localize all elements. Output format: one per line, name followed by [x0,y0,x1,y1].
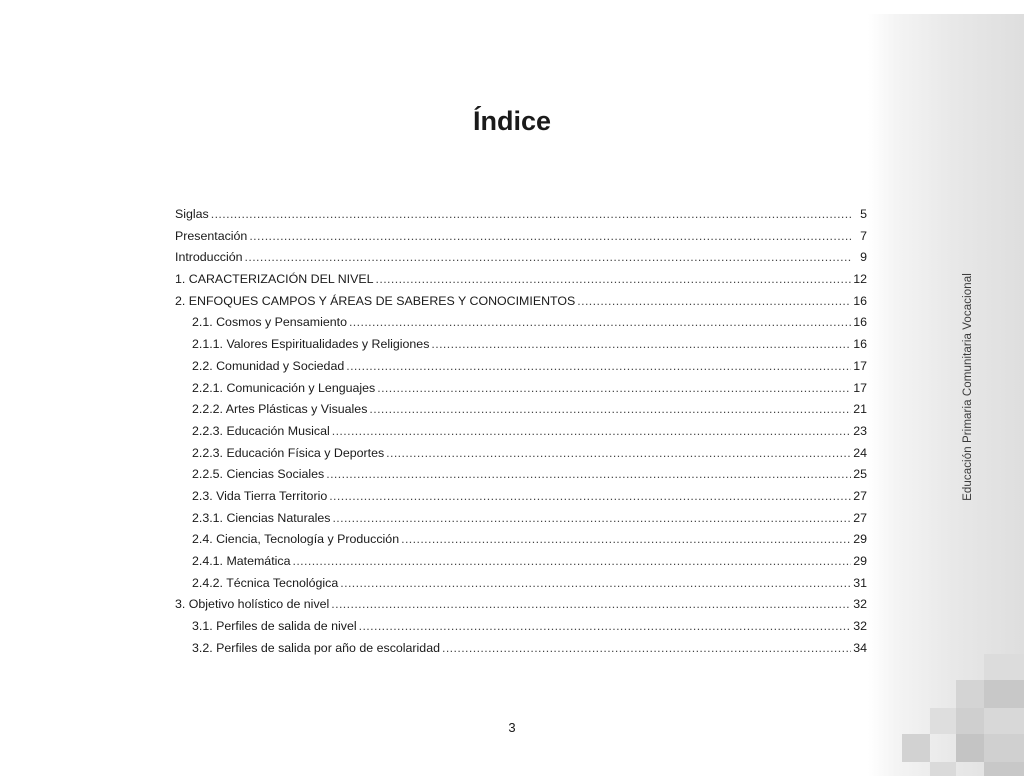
toc-entry[interactable] [175,291,867,313]
toc-entry-label: 2.2.5. Ciencias Sociales [192,467,325,482]
toc-dot-leader [442,638,851,660]
toc-entry[interactable] [175,356,867,378]
table-of-contents [175,204,867,659]
toc-entry-page-number: 29 [853,532,867,547]
toc-entry-page-number: 23 [853,423,867,438]
toc-entry[interactable] [175,247,867,269]
toc-entry-label: 2.1. Cosmos y Pensamiento [192,315,347,330]
toc-entry-label: Introducción [175,250,243,265]
toc-dot-leader [376,269,851,291]
decorative-square [984,654,1024,680]
toc-entry-page-number: 16 [853,337,867,352]
toc-entry[interactable] [175,421,867,443]
toc-dot-leader [331,594,851,616]
toc-entry-page-number: 5 [860,207,867,221]
toc-entry-label: Presentación [175,228,248,243]
decorative-square [956,734,984,762]
toc-entry-label: 2. ENFOQUES CAMPOS Y ÁREAS DE SABERES Y CONOCIMIENTOS [175,293,576,308]
toc-entry[interactable] [175,616,867,638]
toc-dot-leader [577,291,851,313]
toc-entry-page-number: 32 [853,619,867,634]
toc-dot-leader [326,464,851,486]
decorative-square [984,734,1024,762]
page-title: Índice [472,106,552,136]
decorative-square [984,762,1024,776]
toc-entry-page-number: 17 [853,380,867,395]
decorative-square [956,680,984,708]
toc-entry-page-number: 31 [853,575,867,590]
toc-entry-label: 2.2.3. Educación Física y Deportes [192,445,385,460]
toc-entry[interactable] [175,508,867,530]
toc-entry[interactable] [175,204,867,226]
toc-entry[interactable] [175,334,867,356]
toc-entry-page-number: 7 [860,228,867,243]
toc-entry-label: 2.1.1. Valores Espiritualidades y Religiones [192,337,430,352]
toc-entry-page-number: 9 [860,250,867,265]
toc-entry[interactable] [175,378,867,400]
toc-entry-page-number: 24 [853,445,867,460]
toc-dot-leader [369,399,851,421]
toc-entry-page-number: 17 [853,358,867,373]
toc-entry-label: 2.4.2. Técnica Tecnológica [192,575,339,590]
toc-entry-page-number: 27 [853,488,867,503]
toc-dot-leader [245,247,851,269]
toc-dot-leader [249,226,851,248]
toc-entry-label: 2.3. Vida Tierra Territorio [192,488,328,503]
toc-dot-leader [332,421,851,443]
toc-entry-label: 3.2. Perfiles de salida por año de escolaridad [192,640,440,655]
toc-dot-leader [431,334,851,356]
toc-entry[interactable] [175,573,867,595]
toc-entry-page-number: 16 [853,315,867,330]
toc-dot-leader [340,573,851,595]
toc-dot-leader [349,312,851,334]
toc-entry[interactable] [175,529,867,551]
toc-dot-leader [377,378,851,400]
toc-entry-page-number: 29 [853,554,867,568]
decorative-square [984,680,1024,708]
toc-entry-label: 2.3.1. Ciencias Naturales [192,510,331,525]
toc-entry[interactable] [175,443,867,465]
toc-dot-leader [359,616,851,638]
toc-entry-label: 3. Objetivo holístico de nivel [175,597,330,612]
toc-entry-page-number: 12 [853,272,867,287]
decorative-square [930,762,956,776]
side-book-title: Educación Primaria Comunitaria Vocacional [962,273,974,501]
toc-dot-leader [332,508,851,530]
toc-entry-label: 2.2.2. Artes Plásticas y Visuales [192,402,368,417]
toc-dot-leader [401,529,851,551]
toc-dot-leader [346,356,851,378]
toc-entry[interactable] [175,399,867,421]
toc-entry-label: 3.1. Perfiles de salida de nivel [192,619,357,634]
toc-entry[interactable] [175,638,867,660]
toc-entry-page-number: 16 [853,293,867,308]
toc-entry[interactable] [175,486,867,508]
toc-entry[interactable] [175,269,867,291]
toc-entry-page-number: 32 [853,597,867,612]
page-number: 3 [508,720,516,735]
toc-dot-leader [386,443,851,465]
toc-entry-label: Siglas [175,207,209,221]
toc-entry[interactable] [175,594,867,616]
toc-dot-leader [292,551,851,573]
toc-entry-label: 1. CARACTERIZACIÓN DEL NIVEL [175,272,374,287]
toc-entry-page-number: 21 [853,402,867,417]
toc-entry-page-number: 25 [853,467,867,482]
toc-entry[interactable] [175,464,867,486]
toc-entry-page-number: 27 [853,510,867,525]
toc-entry[interactable] [175,312,867,334]
toc-entry-label: 2.4.1. Matemática [192,554,291,568]
toc-entry-label: 2.2.1. Comunicación y Lenguajes [192,380,376,395]
toc-entry-label: 2.2.3. Educación Musical [192,423,330,438]
toc-dot-leader [211,204,851,226]
toc-entry[interactable] [175,226,867,248]
toc-entry[interactable] [175,551,867,573]
toc-entry-page-number: 34 [853,640,867,655]
toc-entry-label: 2.2. Comunidad y Sociedad [192,358,345,373]
toc-entry-label: 2.4. Ciencia, Tecnología y Producción [192,532,400,547]
decorative-square [902,734,930,762]
toc-dot-leader [329,486,851,508]
